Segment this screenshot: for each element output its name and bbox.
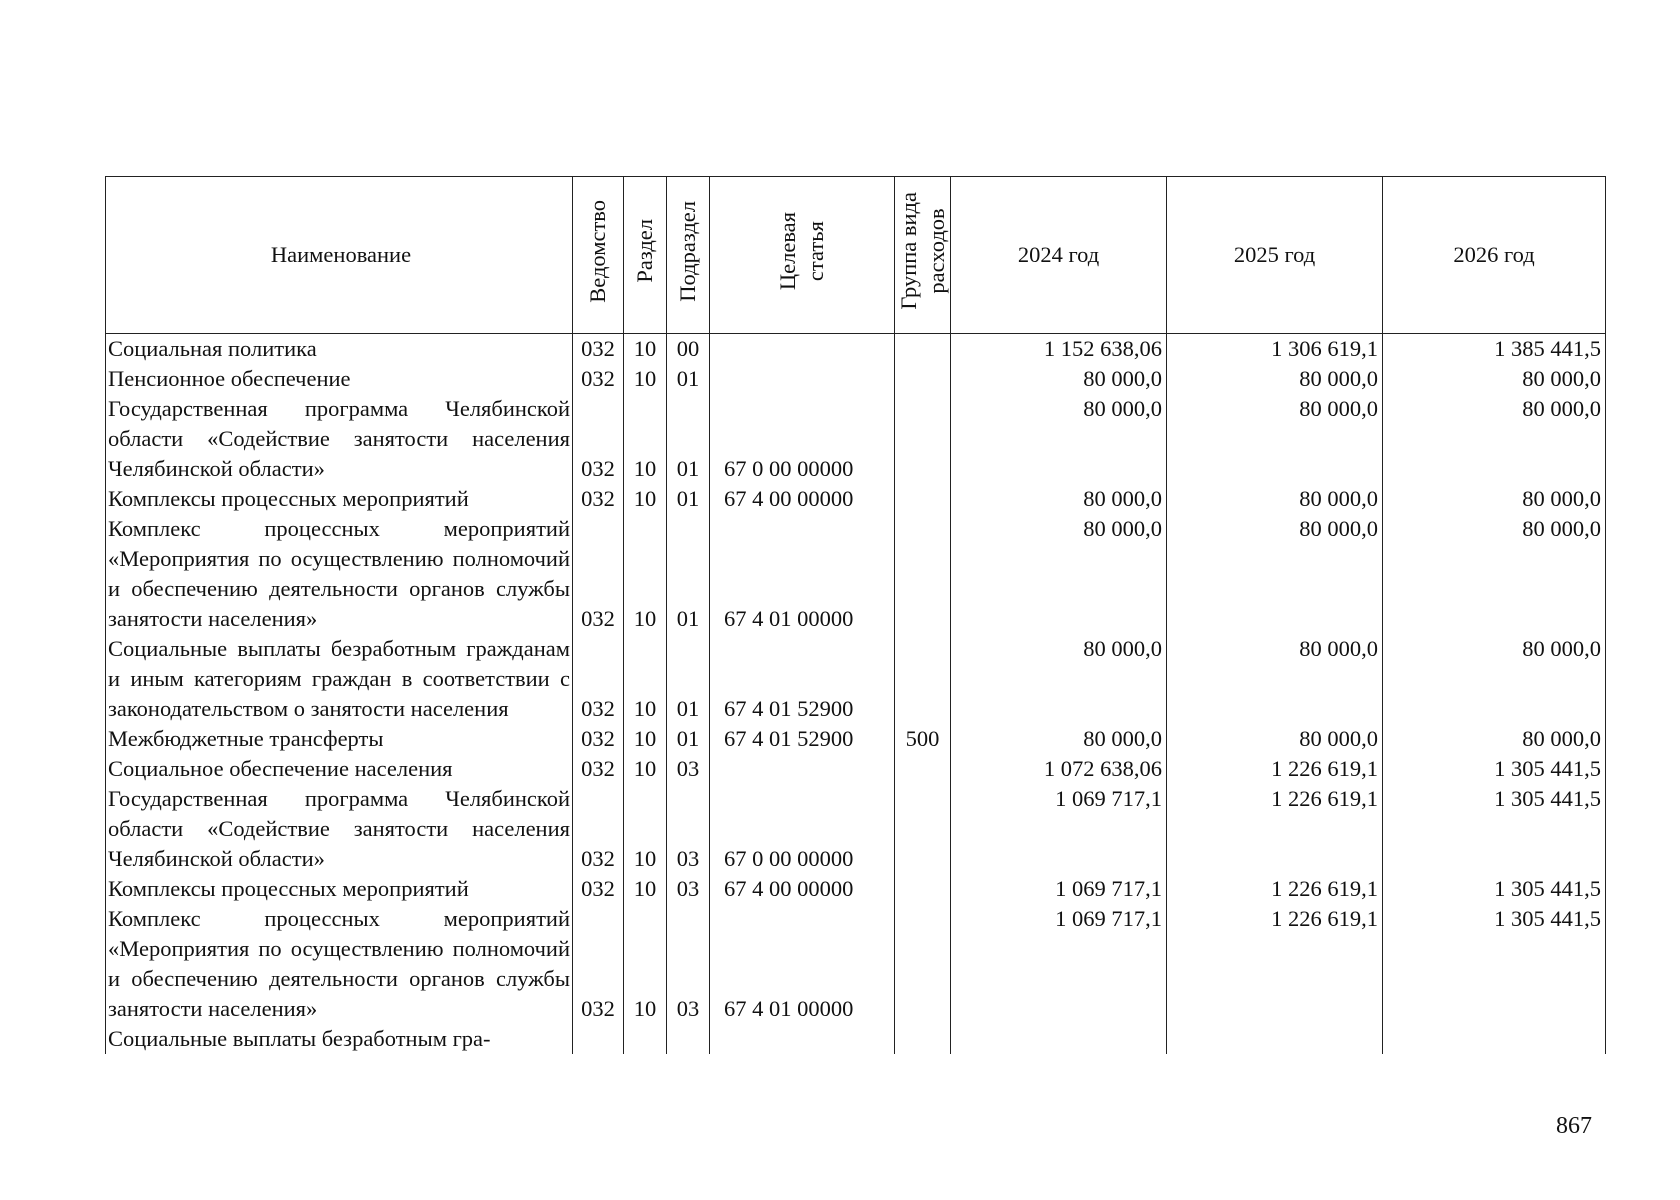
amount-2026-cell: 80 000,0	[1383, 724, 1606, 754]
amount-2024-cell: 80 000,0	[951, 364, 1167, 394]
name-cell: Социальная политика	[106, 334, 573, 365]
podrazdel-cell: 03	[667, 874, 710, 904]
name-cell: Комплексы процессных мероприятий	[106, 874, 573, 904]
header-razdel	[624, 177, 667, 334]
vedomstvo-cell: 032	[573, 874, 624, 904]
gruppa-cell: 500	[895, 724, 951, 754]
amount-2024-cell: 1 072 638,06	[951, 754, 1167, 784]
tail-2024-cell	[951, 1024, 1167, 1054]
celevaya-cell: 67 4 01 52900	[710, 634, 895, 724]
header-celevaya	[710, 177, 895, 334]
razdel-cell: 10	[624, 724, 667, 754]
name-cell: Межбюджетные трансферты	[106, 724, 573, 754]
celevaya-cell: 67 4 01 52900	[710, 724, 895, 754]
name-cell: Комплексы процессных мероприятий	[106, 484, 573, 514]
celevaya-cell	[710, 334, 895, 365]
vedomstvo-cell: 032	[573, 484, 624, 514]
tail-2026-cell	[1383, 1024, 1606, 1054]
vedomstvo-cell: 032	[573, 634, 624, 724]
amount-2026-cell: 80 000,0	[1383, 394, 1606, 484]
celevaya-cell	[710, 364, 895, 394]
podrazdel-cell: 03	[667, 904, 710, 1024]
amount-2025-cell: 1 226 619,1	[1167, 784, 1383, 874]
vedomstvo-cell: 032	[573, 334, 624, 365]
header-celevaya-text: Целевая статья	[775, 211, 828, 291]
tail-podr-cell	[667, 1024, 710, 1054]
amount-2024-cell: 1 069 717,1	[951, 874, 1167, 904]
razdel-cell: 10	[624, 484, 667, 514]
amount-2025-cell: 1 306 619,1	[1167, 334, 1383, 365]
name-cell: Социальное обеспечение населения	[106, 754, 573, 784]
budget-table	[105, 176, 1606, 1054]
amount-2024-cell: 1 069 717,1	[951, 904, 1167, 1024]
vedomstvo-cell: 032	[573, 724, 624, 754]
name-cell: Государственная программа Челябинской области «Содействие занятости населения Челябинской области»	[106, 784, 573, 874]
amount-2026-cell: 1 305 441,5	[1383, 904, 1606, 1024]
header-name	[106, 177, 573, 334]
podrazdel-cell: 01	[667, 364, 710, 394]
razdel-cell: 10	[624, 394, 667, 484]
table-row	[106, 724, 1606, 754]
table-row-continued	[106, 1024, 1606, 1054]
celevaya-cell: 67 4 01 00000	[710, 514, 895, 634]
razdel-cell: 10	[624, 784, 667, 874]
amount-2024-cell: 80 000,0	[951, 724, 1167, 754]
amount-2026-cell: 1 305 441,5	[1383, 784, 1606, 874]
podrazdel-cell: 03	[667, 754, 710, 784]
table-body	[106, 334, 1606, 1055]
table-row	[106, 364, 1606, 394]
vedomstvo-cell: 032	[573, 904, 624, 1024]
vedomstvo-cell: 032	[573, 784, 624, 874]
celevaya-cell: 67 0 00 00000	[710, 784, 895, 874]
amount-2025-cell: 80 000,0	[1167, 394, 1383, 484]
vedomstvo-cell: 032	[573, 514, 624, 634]
header-gruppa	[895, 177, 951, 334]
name-cell: Пенсионное обеспечение	[106, 364, 573, 394]
amount-2024-cell: 80 000,0	[951, 484, 1167, 514]
podrazdel-cell: 00	[667, 334, 710, 365]
celevaya-cell: 67 4 00 00000	[710, 874, 895, 904]
tail-2025-cell	[1167, 1024, 1383, 1054]
amount-2025-cell: 80 000,0	[1167, 724, 1383, 754]
amount-2024-cell: 1 069 717,1	[951, 784, 1167, 874]
name-cell: Комплекс процессных мероприятий «Мероприятия по осуществлению полномочий и обеспечению деятельности органов службы занятости населения»	[106, 904, 573, 1024]
table-row	[106, 874, 1606, 904]
amount-2026-cell: 1 385 441,5	[1383, 334, 1606, 365]
table-row	[106, 754, 1606, 784]
header-2024-text: 2024 год	[1017, 242, 1100, 267]
amount-2025-cell: 80 000,0	[1167, 514, 1383, 634]
amount-2025-cell: 80 000,0	[1167, 484, 1383, 514]
gruppa-cell	[895, 334, 951, 365]
name-cell: Социальные выплаты безработным гражданам и иным категориям граждан в соответствии с законодательством о занятости населения	[106, 634, 573, 724]
razdel-cell: 10	[624, 904, 667, 1024]
name-cell: Государственная программа Челябинской области «Содействие занятости населения Челябинской области»	[106, 394, 573, 484]
table-row	[106, 394, 1606, 484]
header-2026-text: 2026 год	[1453, 242, 1535, 267]
amount-2026-cell: 80 000,0	[1383, 364, 1606, 394]
tail-name-cell: Социальные выплаты безработным гра-	[106, 1024, 573, 1054]
celevaya-cell: 67 0 00 00000	[710, 394, 895, 484]
gruppa-cell	[895, 514, 951, 634]
razdel-cell: 10	[624, 334, 667, 365]
razdel-cell: 10	[624, 874, 667, 904]
podrazdel-cell: 01	[667, 724, 710, 754]
amount-2025-cell: 80 000,0	[1167, 364, 1383, 394]
table-row	[106, 514, 1606, 634]
razdel-cell: 10	[624, 754, 667, 784]
header-podrazdel	[667, 177, 710, 334]
header-razdel-text: Раздел	[632, 219, 657, 283]
amount-2025-cell: 1 226 619,1	[1167, 874, 1383, 904]
table-row	[106, 484, 1606, 514]
header-podrazdel-text: Подраздел	[675, 200, 700, 302]
celevaya-cell: 67 4 00 00000	[710, 484, 895, 514]
amount-2025-cell: 1 226 619,1	[1167, 754, 1383, 784]
header-2024	[951, 177, 1167, 334]
tail-ved-cell	[573, 1024, 624, 1054]
header-vedomstvo	[573, 177, 624, 334]
header-2025-text: 2025 год	[1233, 242, 1316, 267]
amount-2024-cell: 80 000,0	[951, 514, 1167, 634]
header-vedomstvo-text: Ведомство	[585, 199, 610, 303]
vedomstvo-cell: 032	[573, 754, 624, 784]
table-row	[106, 634, 1606, 724]
razdel-cell: 10	[624, 634, 667, 724]
name-cell: Комплекс процессных мероприятий «Мероприятия по осуществлению полномочий и обеспечению деятельности органов службы занятости населения»	[106, 514, 573, 634]
podrazdel-cell: 01	[667, 634, 710, 724]
header-name-text: Наименование	[270, 242, 412, 267]
razdel-cell: 10	[624, 364, 667, 394]
amount-2026-cell: 80 000,0	[1383, 484, 1606, 514]
podrazdel-cell: 01	[667, 394, 710, 484]
tail-vr-cell	[895, 1024, 951, 1054]
gruppa-cell	[895, 784, 951, 874]
header-2025	[1167, 177, 1383, 334]
tail-razd-cell	[624, 1024, 667, 1054]
table-row	[106, 784, 1606, 874]
amount-2024-cell: 80 000,0	[951, 634, 1167, 724]
celevaya-cell	[710, 754, 895, 784]
podrazdel-cell: 01	[667, 514, 710, 634]
header-2026	[1383, 177, 1606, 334]
amount-2026-cell: 1 305 441,5	[1383, 874, 1606, 904]
gruppa-cell	[895, 634, 951, 724]
amount-2024-cell: 1 152 638,06	[951, 334, 1167, 365]
amount-2025-cell: 1 226 619,1	[1167, 904, 1383, 1024]
table-header-row	[106, 177, 1606, 334]
gruppa-cell	[895, 754, 951, 784]
amount-2026-cell: 80 000,0	[1383, 634, 1606, 724]
podrazdel-cell: 03	[667, 784, 710, 874]
gruppa-cell	[895, 904, 951, 1024]
vedomstvo-cell: 032	[573, 394, 624, 484]
header-gruppa-text: Группа вида расходов	[896, 192, 949, 310]
table-row	[106, 334, 1606, 365]
gruppa-cell	[895, 484, 951, 514]
gruppa-cell	[895, 874, 951, 904]
razdel-cell: 10	[624, 514, 667, 634]
amount-2026-cell: 1 305 441,5	[1383, 754, 1606, 784]
tail-cel-cell	[710, 1024, 895, 1054]
podrazdel-cell: 01	[667, 484, 710, 514]
amount-2026-cell: 80 000,0	[1383, 514, 1606, 634]
page-number: 867	[1556, 1113, 1592, 1139]
amount-2024-cell: 80 000,0	[951, 394, 1167, 484]
celevaya-cell: 67 4 01 00000	[710, 904, 895, 1024]
gruppa-cell	[895, 364, 951, 394]
amount-2025-cell: 80 000,0	[1167, 634, 1383, 724]
gruppa-cell	[895, 394, 951, 484]
table-row	[106, 904, 1606, 1024]
vedomstvo-cell: 032	[573, 364, 624, 394]
